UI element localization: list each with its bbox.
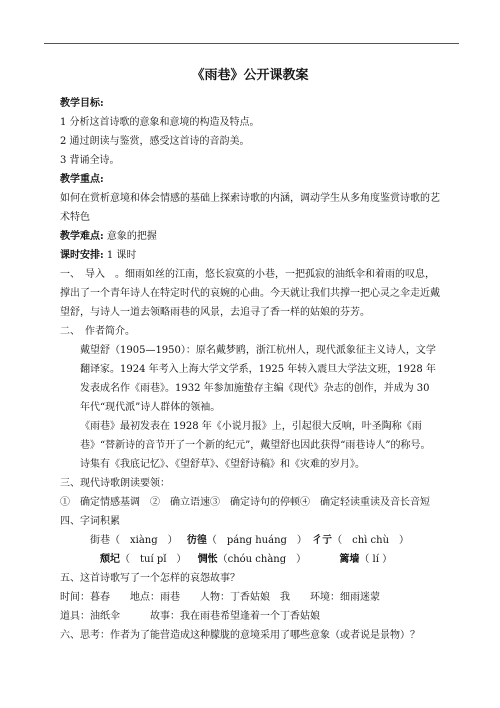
section-intro (60, 265, 440, 322)
document-title: 《雨巷》公开课教案 (191, 68, 309, 83)
section-author-heading: 二、 作者简介。 (60, 326, 135, 337)
header-rule (44, 43, 459, 44)
story-props: 道具：油纸伞 故事：我在雨巷希望逢着一个丁香姑娘 (60, 611, 320, 622)
section-intro-text: 细雨如丝的江南，悠长寂寞的小巷，一把孤寂的油纸伞和着雨的叹息，撑出了一个青年诗人在特定时代的哀婉的心曲。今天就让我们共撑一把心灵之伞走近戴望舒，与诗人一道去领略雨巷的风景，去追寻了香一样的姑娘的芬芳。 (60, 269, 440, 318)
vocab-row-1: 街巷（ xiàng ） 彷徨（ páng huáng ） 彳亍（ chì chù ） (60, 531, 440, 550)
vocab-item: 街巷（ xiàng ） (90, 535, 178, 546)
section-intro-heading: 一、 导入 。 (60, 269, 125, 280)
vocab-item: 篱墙 (339, 554, 360, 565)
difficulty-label: 教学难点: (60, 231, 104, 242)
reading-tips: ① 确定情感基调 ② 确立语速③ 确定诗句的停顿④ 确定轻读重读及音长音短 (60, 497, 430, 508)
vocab-item: 彳亍 (312, 535, 333, 546)
poetry-collections: 诗集有《我底记忆》、《望舒草》、《望舒诗稿》和《灾难的岁月》。 (80, 459, 365, 470)
vocab-item: 惆怅 (197, 554, 218, 565)
schedule-row (60, 246, 440, 265)
goals-heading: 教学目标: (60, 98, 104, 109)
focus-heading: 教学重点: (60, 174, 104, 185)
lesson-plan-document (60, 66, 440, 645)
difficulty-text: 意象的把握 (106, 231, 157, 242)
vocab-item: 彷徨 (186, 535, 207, 546)
author-bio: 戴望舒（1905—1950）：原名戴梦鸥，浙江杭州人，现代派象征主义诗人，文学翻译家。1924 年考入上海大学文学系，1925 年转入震旦大学法文班，1928 年发表成名作《雨巷》。1932 年参加施蛰存主编《现代》杂志的创作，并成为 30 年代“现代派”诗人群体的领袖。 (80, 345, 436, 413)
goal-item-3: 3 背诵全诗。 (60, 155, 120, 166)
section-story-heading: 五、这首诗歌写了一个怎样的哀怨故事？ (60, 573, 240, 584)
goal-item-1: 1 分析这首诗歌的意象和意境的构造及特点。 (60, 117, 260, 128)
focus-text: 如何在赏析意境和体会情感的基础上探索诗歌的内涵，调动学生从多角度鉴赏诗歌的艺术特色 (60, 193, 440, 223)
goal-item-2: 2 通过朗读与鉴赏，感受这首诗的音韵美。 (60, 136, 250, 147)
difficulty-row (60, 227, 440, 246)
story-setting: 时间：暮春 地点：雨巷 人物：丁香姑娘 我 环境：细雨迷蒙 (60, 592, 380, 603)
vocab-item: 颓圮 (100, 554, 120, 565)
schedule-label: 课时安排: (60, 250, 104, 261)
vocab-row-2: 颓圮（ tuí pǐ ） 惆怅（chóu chàng ） 篱墙（ lí ） (60, 550, 440, 569)
poem-reception: 《雨巷》最初发表在 1928 年《小说月报》上，引起很大反响，叶圣陶称《雨巷》“替新诗的音节开了一个新的纪元”，戴望舒也因此获得“雨巷诗人”的称号。 (80, 421, 431, 451)
section-reading-heading: 三、现代诗歌朗读要领： (60, 478, 170, 489)
section-think-heading: 六、思考：作者为了能营造成这种朦胧的意境采用了哪些意象（或者说是景物）？ (60, 630, 420, 641)
schedule-text: 1 课时 (106, 250, 137, 261)
section-vocab-heading: 四、字词积累 (60, 516, 120, 527)
